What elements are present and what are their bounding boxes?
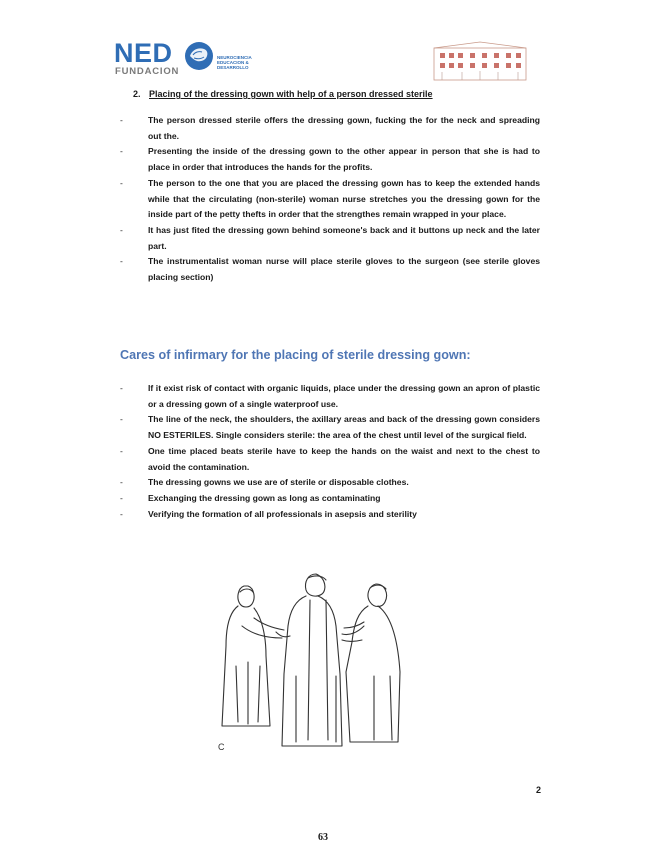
list-item: - The dressing gowns we use are of sterile or disposable clothes. [120,477,409,488]
list-item: - Verifying the formation of all professionals in asepsis and sterility [120,508,417,519]
list-item: - The person to the one that you are placed the dressing gown has to keep the extended hands while that the circulating (non-sterile) woman nurse stretches you the dressing gown for the inside part of the petty thefts in order that the strengthes remain wrapped in your place. [120,177,540,220]
left-figure [222,586,284,726]
list-item: - The person dressed sterile offers the dressing gown, fucking the for the neck and spreading out the. [120,115,540,141]
inner-page-number: 2 [536,785,542,795]
brain-globe-icon [184,41,214,71]
section-heading [133,89,433,99]
middle-figure [276,574,364,746]
dressing-gown-steps-list [120,113,540,286]
cares-list [120,381,540,522]
right-figure [342,584,400,742]
logo-tagline: NEUROCIENCIA EDUCACION & DESARROLLO [217,55,252,70]
list-item: - It has just fited the dressing gown behind someone's back and it buttons up neck and the later part. [120,224,540,251]
list-item: - Exchanging the dressing gown as long as contaminating [120,492,381,503]
list-item: - If it exist risk of contact with organic liquids, place under the dressing gown an apron of plastic or a dressing gown of a single waterproof use. [120,383,540,409]
building-logo-icon [432,40,528,82]
section-number: 2. [133,89,141,99]
ned-fundacion-logo [114,40,274,80]
cares-heading: Cares of infirmary for the placing of sterile dressing gown: [120,348,471,362]
list-item: - The instrumentalist woman nurse will place sterile gloves to the surgeon (see sterile gloves placing section) [120,256,540,283]
list-item: - The line of the neck, the shoulders, the axillary areas and back of the dressing gown considers NO ESTERILES. Single considers sterile: the area of the chest until level of the surgical field. [120,414,540,441]
logo-word: NED [114,38,173,68]
list-item: - Presenting the inside of the dressing gown to the other appear in person that she is had to place in order that introduces the hands for the profits. [120,146,540,173]
logo-sub: FUNDACION [115,66,180,77]
surgical-gowning-illustration [214,566,424,756]
section-title: Placing of the dressing gown with help of a person dressed sterile [149,89,433,99]
figure-letter: C [218,742,225,752]
list-item: - One time placed beats sterile have to keep the hands on the waist and next to the chest to avoid the contamination. [120,445,540,472]
page-number: 63 [318,832,328,843]
